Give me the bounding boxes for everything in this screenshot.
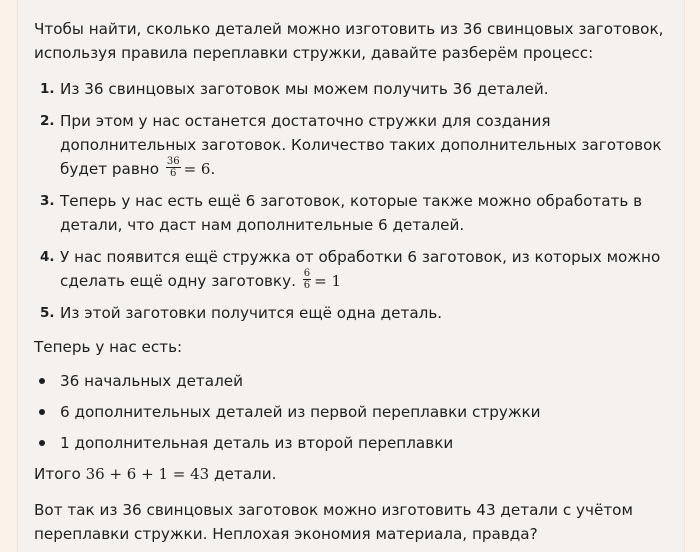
step-number: 2. bbox=[40, 113, 55, 129]
bullet-dot bbox=[39, 440, 45, 446]
bullet-item bbox=[34, 369, 674, 393]
bullet-dot bbox=[39, 409, 45, 415]
step-number: 4. bbox=[40, 249, 55, 265]
step-item bbox=[34, 77, 674, 101]
answer-card bbox=[17, 0, 685, 552]
conclusion-paragraph: Вот так из 36 свинцовых заготовок можно изготовить 43 детали с учётом переплавки стружки. Неплохая экономия материала, правда? bbox=[34, 501, 633, 543]
step-item bbox=[34, 245, 674, 293]
step-item bbox=[34, 109, 674, 181]
step-number: 3. bbox=[40, 193, 55, 209]
step-number: 1. bbox=[40, 81, 55, 97]
step-item bbox=[34, 301, 674, 325]
bullet-list bbox=[34, 369, 674, 455]
step-text: Теперь у нас есть ещё 6 заготовок, которые также можно обработать в детали, что даст нам дополнительные 6 деталей. bbox=[60, 192, 643, 234]
step-text: У нас появится ещё стружка от обработки 6 заготовок, из которых можно сделать ещё одну заготовку. bbox=[60, 248, 661, 290]
fraction bbox=[166, 156, 181, 179]
bullet-item bbox=[34, 400, 674, 424]
steps-list bbox=[34, 77, 674, 325]
now-have-text: Теперь у нас есть: bbox=[34, 338, 183, 356]
step-math: = 1 bbox=[314, 272, 342, 290]
step-item bbox=[34, 189, 674, 237]
step-text: При этом у нас останется достаточно стружки для создания дополнительных заготовок. Количество таких дополнительных заготовок будет равно bbox=[60, 112, 662, 178]
bullet-text: 1 дополнительная деталь из второй переплавки bbox=[60, 434, 454, 452]
step-math: = 6. bbox=[183, 160, 216, 178]
bullet-item bbox=[34, 431, 674, 455]
bullet-dot bbox=[39, 378, 45, 384]
bullet-text: 36 начальных деталей bbox=[60, 372, 243, 390]
fraction bbox=[303, 268, 311, 291]
step-text: Из этой заготовки получится ещё одна деталь. bbox=[60, 304, 443, 322]
bullet-text: 6 дополнительных деталей из первой переплавки стружки bbox=[60, 403, 541, 421]
fraction-denominator: 6 bbox=[303, 280, 311, 291]
total-suffix: детали. bbox=[214, 465, 277, 483]
total-math: 36 + 6 + 1 = 43 bbox=[85, 465, 210, 483]
fraction-numerator: 6 bbox=[303, 268, 311, 279]
fraction-numerator: 36 bbox=[166, 156, 180, 167]
intro-paragraph: Чтобы найти, сколько деталей можно изготовить из 36 свинцовых заготовок, используя правила переплавки стружки, давайте разберём процесс: bbox=[34, 20, 664, 62]
answer-content bbox=[34, 17, 674, 546]
fraction-denominator: 6 bbox=[170, 168, 177, 179]
total-line bbox=[34, 462, 674, 486]
step-text: Из 36 свинцовых заготовок мы можем получить 36 деталей. bbox=[60, 80, 549, 98]
step-number: 5. bbox=[40, 305, 55, 321]
total-prefix: Итого bbox=[34, 465, 81, 483]
